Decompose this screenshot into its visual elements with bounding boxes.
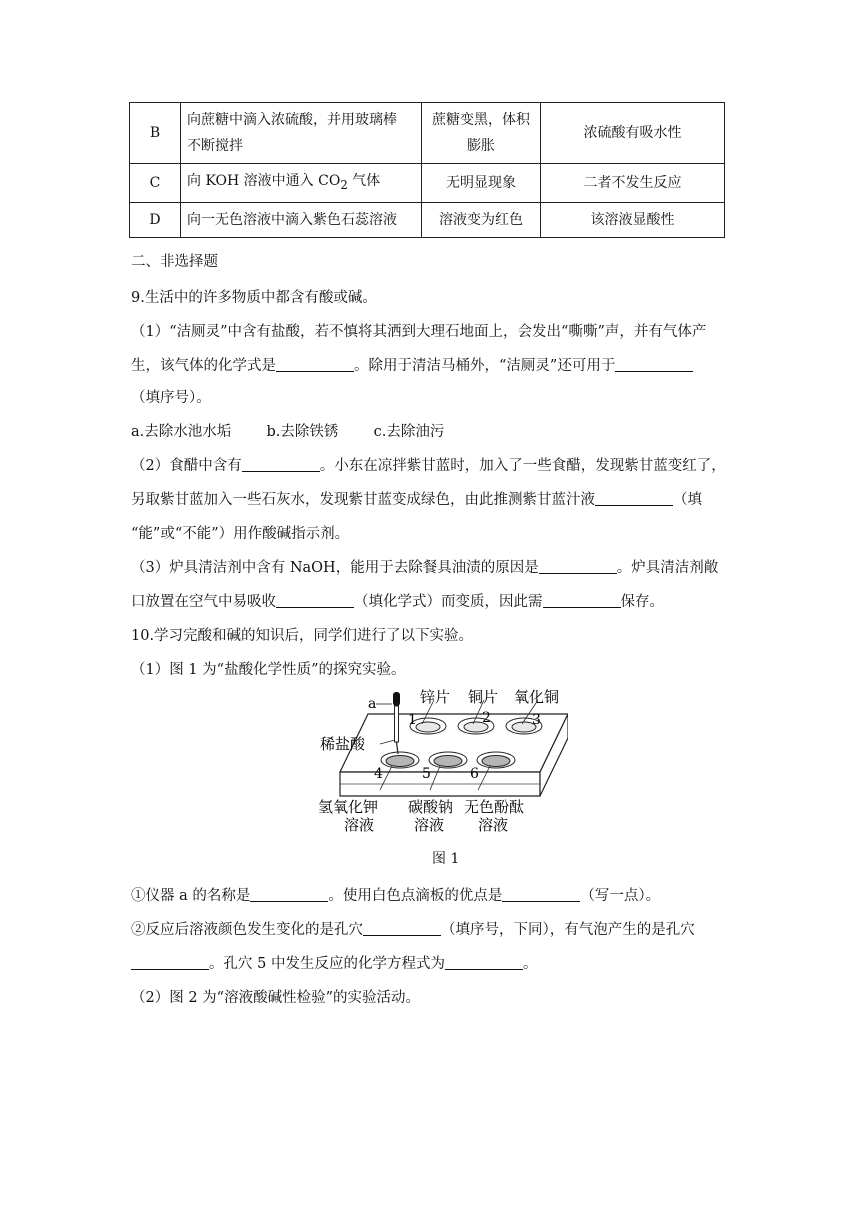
q10-part2: （2）图 2 为“溶液酸碱性检验”的实验活动。 (131, 990, 420, 1006)
label-zinc: 锌片 (420, 688, 451, 706)
subscript: 2 (340, 177, 348, 192)
conclusion-cell: 浓硫酸有吸水性 (541, 103, 725, 164)
conclusion-cell: 二者不发生反应 (541, 164, 725, 203)
option-cell: D (130, 202, 181, 237)
q10-sub1: ①仪器 a 的名称是 。使用白色点滴板的优点是 （写一点）。 (131, 888, 661, 904)
label-na2co3: 碳酸钠 (408, 798, 454, 816)
table-row (130, 103, 725, 164)
answer-blank[interactable] (539, 559, 617, 574)
answer-blank[interactable] (276, 593, 354, 608)
option-cell: B (130, 103, 181, 164)
q9-part2-line3: “能”或“不能”）用作酸碱指示剂。 (131, 526, 350, 542)
label-a: a (368, 696, 377, 712)
q10-sub2-line1: ②反应后溶液颜色发生变化的是孔穴 （填序号，下同），有气泡产生的是孔穴 (131, 922, 695, 938)
phenomenon-text: 蔗糖变黑，体积 (432, 112, 530, 128)
well-number: 6 (470, 766, 479, 782)
phenomenon-cell: 溶液变为红色 (422, 202, 541, 237)
q9-stem: 9.生活中的许多物质中都含有酸或碱。 (131, 290, 377, 306)
answer-blank[interactable] (131, 955, 209, 970)
figure-caption: 图 1 (432, 851, 460, 867)
table-row (130, 202, 725, 237)
well-number: 3 (532, 712, 541, 728)
operation-cell (181, 103, 422, 164)
option-b: b.去除铁锈 (266, 424, 339, 440)
option-a: a.去除水池水垢 (131, 424, 232, 440)
answer-blank[interactable] (543, 593, 621, 608)
answer-blank[interactable] (276, 357, 354, 372)
label-phenolphthalein: 无色酚酞 (464, 798, 525, 816)
q10-stem: 10.学习完酸和碱的知识后，同学们进行了以下实验。 (131, 628, 474, 644)
label-solution: 溶液 (478, 816, 509, 834)
answer-blank[interactable] (615, 357, 693, 372)
operation-text: 向蔗糖中滴入浓硫酸，并用玻璃棒 (187, 112, 397, 128)
answer-blank[interactable] (242, 457, 320, 472)
q9-part1-line2: 生，该气体的化学式是 。除用于清洁马桶外，“洁厕灵”还可用于 (131, 354, 693, 375)
phenomenon-text: 膨胀 (467, 138, 495, 154)
label-copper-oxide: 氧化铜 (514, 688, 560, 706)
q10-sub2-line2: 。孔穴 5 中发生反应的化学方程式为 。 (131, 952, 537, 973)
phenomenon-cell: 无明显现象 (422, 164, 541, 203)
operation-text: 气体 (347, 173, 381, 189)
q9-part2-line2: 另取紫甘蓝加入一些石灰水，发现紫甘蓝变成绿色，由此推测紫甘蓝汁液 （填 (131, 492, 702, 508)
q10-part1: （1）图 1 为“盐酸化学性质”的探究实验。 (131, 662, 406, 678)
answer-blank[interactable] (445, 955, 523, 970)
phenomenon-cell (422, 103, 541, 164)
q9-part1-line3: （填序号）。 (131, 390, 211, 406)
q9-options (131, 420, 444, 441)
operation-cell (181, 164, 422, 203)
label-copper: 铜片 (468, 688, 499, 706)
table-row (130, 164, 725, 203)
conclusion-cell: 该溶液显酸性 (541, 202, 725, 237)
well-number: 5 (422, 766, 431, 782)
option-cell: C (130, 164, 181, 203)
answer-blank[interactable] (363, 921, 441, 936)
answer-blank[interactable] (502, 887, 580, 902)
spot-plate-figure (318, 686, 568, 834)
experiment-table (129, 102, 725, 238)
label-solution: 溶液 (344, 816, 375, 834)
q9-part3-line2: 口放置在空气中易吸收 （填化学式）而变质，因此需 保存。 (131, 594, 664, 610)
q9-part3-line1: （3）炉具清洁剂中含有 NaOH，能用于去除餐具油渍的原因是 。炉具清洁剂敞 (131, 560, 719, 576)
label-solution: 溶液 (414, 816, 445, 834)
operation-cell: 向一无色溶液中滴入紫色石蕊溶液 (181, 202, 422, 237)
q9-part1-line1: （1）“洁厕灵”中含有盐酸，若不慎将其洒到大理石地面上，会发出“嘶嘶”声，并有气体产 (131, 324, 707, 340)
well-number: 2 (482, 710, 491, 726)
label-hcl: 稀盐酸 (320, 735, 366, 753)
q9-part2-line1: （2）食醋中含有 。小东在凉拌紫甘蓝时，加入了一些食醋，发现紫甘蓝变红了， (131, 458, 726, 474)
section-title: 二、非选择题 (131, 254, 218, 270)
answer-blank[interactable] (595, 491, 673, 506)
label-koh: 氢氧化钾 (318, 798, 379, 816)
well-number: 1 (408, 712, 417, 728)
answer-blank[interactable] (250, 887, 328, 902)
option-c: c.去除油污 (373, 424, 445, 440)
operation-text: 不断搅拌 (187, 138, 243, 154)
operation-text: 向 KOH 溶液中通入 CO (187, 173, 341, 189)
well-number: 4 (374, 766, 383, 782)
